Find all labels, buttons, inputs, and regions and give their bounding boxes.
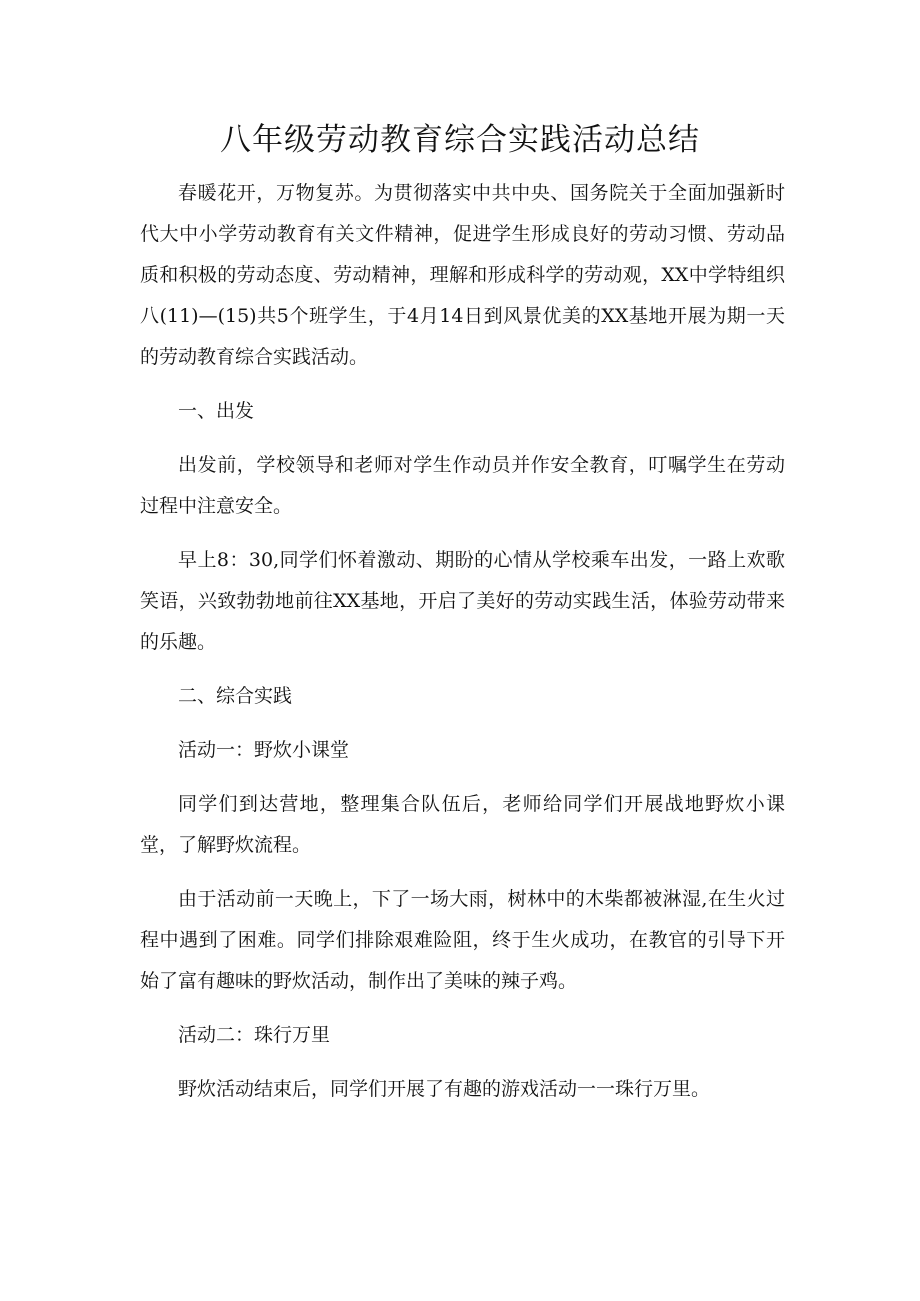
paragraph-cooking-difficulty: 由于活动前一天晚上，下了一场大雨，树林中的木柴都被淋湿,在生火过程中遇到了困难。同学们排除艰难险阻，终于生火成功，在教官的引导下开始了富有趣味的野炊活动，制作出了美味的辣子鸡。: [140, 888, 785, 992]
document-title: 八年级劳动教育综合实践活动总结: [220, 122, 700, 158]
paragraph-morning-departure: 早上8：30,同学们怀着激动、期盼的心情从学校乘车出发，一路上欢歌笑语，兴致勃勃地前往XX基地，开启了美好的劳动实践生活，体验劳动带来的乐趣。: [140, 549, 785, 653]
paragraph-intro: 春暖花开，万物复苏。为贯彻落实中共中央、国务院关于全面加强新时代大中小学劳动教育有关文件精神，促进学生形成良好的劳动习惯、劳动品质和积极的劳动态度、劳动精神，理解和形成科学的劳动观，XX中学特组织八(11)—(15)共5个班学生，于4月14日到风景优美的XX基地开展为期一天的劳动教育综合实践活动。: [140, 182, 785, 368]
section-heading-practice: 二、综合实践: [178, 685, 293, 707]
paragraph-cooking-class: 同学们到达营地，整理集合队伍后，老师给同学们开展战地野炊小课堂，了解野炊流程。: [140, 793, 785, 856]
activity-heading-bead-game: 活动二：珠行万里: [178, 1024, 331, 1046]
paragraph-before-departure: 出发前，学校领导和老师对学生作动员并作安全教育，叮嘱学生在劳动过程中注意安全。: [140, 454, 785, 517]
document-body: [140, 173, 785, 1123]
activity-heading-cooking-class: 活动一：野炊小课堂: [178, 739, 350, 761]
section-heading-departure: 一、出发: [178, 400, 255, 422]
paragraph-bead-game: 野炊活动结束后，同学们开展了有趣的游戏活动一一珠行万里。: [178, 1078, 711, 1100]
